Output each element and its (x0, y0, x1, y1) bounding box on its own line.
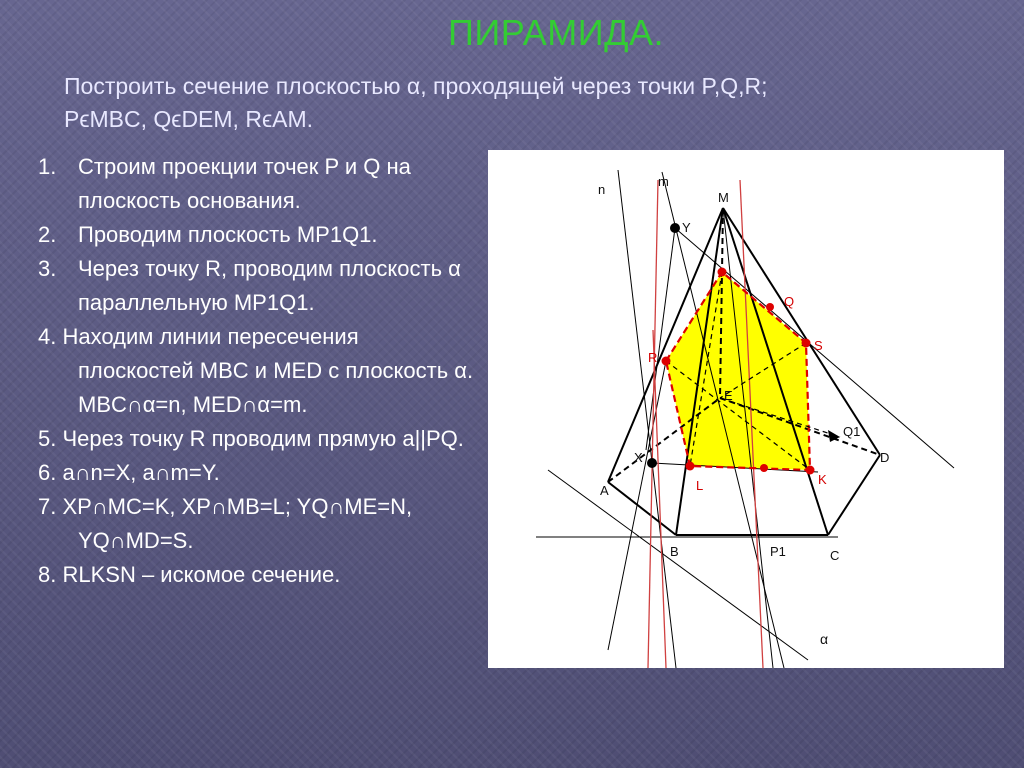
label-m: m (658, 174, 669, 189)
step-text: Строим проекции точек P и Q на плоскость основания. (78, 154, 411, 213)
label-C: C (830, 548, 840, 563)
point-r (662, 357, 671, 366)
step-item (38, 252, 478, 320)
step-number: 2. (38, 222, 57, 247)
point-k (806, 466, 815, 475)
step-number: 5. (38, 426, 57, 451)
line-alpha-edge (548, 470, 808, 660)
point-s (802, 339, 811, 348)
steps-list (38, 150, 478, 592)
step-item (38, 218, 478, 252)
red-line-3 (653, 330, 666, 668)
step-item (38, 320, 478, 422)
label-X: X (634, 450, 643, 465)
label-D: D (880, 450, 890, 465)
point-n (718, 268, 727, 277)
point-q (766, 303, 774, 311)
label-M: M (718, 190, 729, 205)
step-text: Проводим плоскость MP1Q1. (78, 222, 378, 247)
step-number: 8. (38, 562, 57, 587)
step-item (38, 456, 478, 490)
label-P1: P1 (770, 544, 786, 559)
step-text: a∩n=X, a∩m=Y. (62, 460, 220, 485)
edge-cd (828, 455, 880, 535)
step-item (38, 422, 478, 456)
label-B: B (670, 544, 679, 559)
label-S: S (814, 338, 823, 353)
step-number: 6. (38, 460, 57, 485)
line-n (618, 170, 676, 668)
step-number: 7. (38, 494, 57, 519)
label-alpha: α (820, 631, 829, 647)
step-item (38, 150, 478, 218)
step-number: 4. (38, 324, 57, 349)
task-statement (64, 70, 994, 136)
label-Q1: Q1 (843, 424, 861, 439)
label-Q: Q (784, 294, 795, 309)
step-text: Через точку R проводим прямую a||PQ. (62, 426, 464, 451)
label-Y: Y (682, 220, 691, 235)
step-text: Находим линии пересечения плоскостей MBC и MED с плоскость α. MBC∩α=n, MED∩α=m. (62, 324, 474, 417)
task-line-1: Построить сечение плоскостью α, проходящей через точки P,Q,R; (64, 73, 768, 99)
step-text: RLKSN – искомое сечение. (62, 562, 341, 587)
task-line-2: PϵMBC, QϵDEM, RϵAM. (64, 106, 314, 132)
label-n: n (598, 182, 606, 197)
step-text: Через точку R, проводим плоскость α параллельную MP1Q1. (78, 256, 461, 315)
step-item (38, 558, 478, 592)
pyramid-figure (488, 150, 1004, 668)
label-E: E (724, 388, 733, 403)
line-a (646, 228, 675, 450)
point-x (647, 458, 657, 468)
step-number: 3. (38, 256, 57, 281)
point-y (670, 223, 680, 233)
step-number: 1. (38, 154, 57, 179)
step-text: XP∩MC=K, XP∩MB=L; YQ∩ME=N, YQ∩MD=S. (62, 494, 413, 553)
label-L: L (696, 478, 704, 493)
label-A: A (600, 483, 609, 498)
point-l (686, 462, 695, 471)
point-p (760, 464, 768, 472)
slide-title: ПИРАМИДА. (447, 12, 665, 53)
edge-ab (608, 482, 676, 535)
step-item (38, 490, 478, 558)
pyramid-diagram (488, 150, 1004, 668)
label-R: R (648, 350, 658, 365)
label-K: K (818, 472, 827, 487)
